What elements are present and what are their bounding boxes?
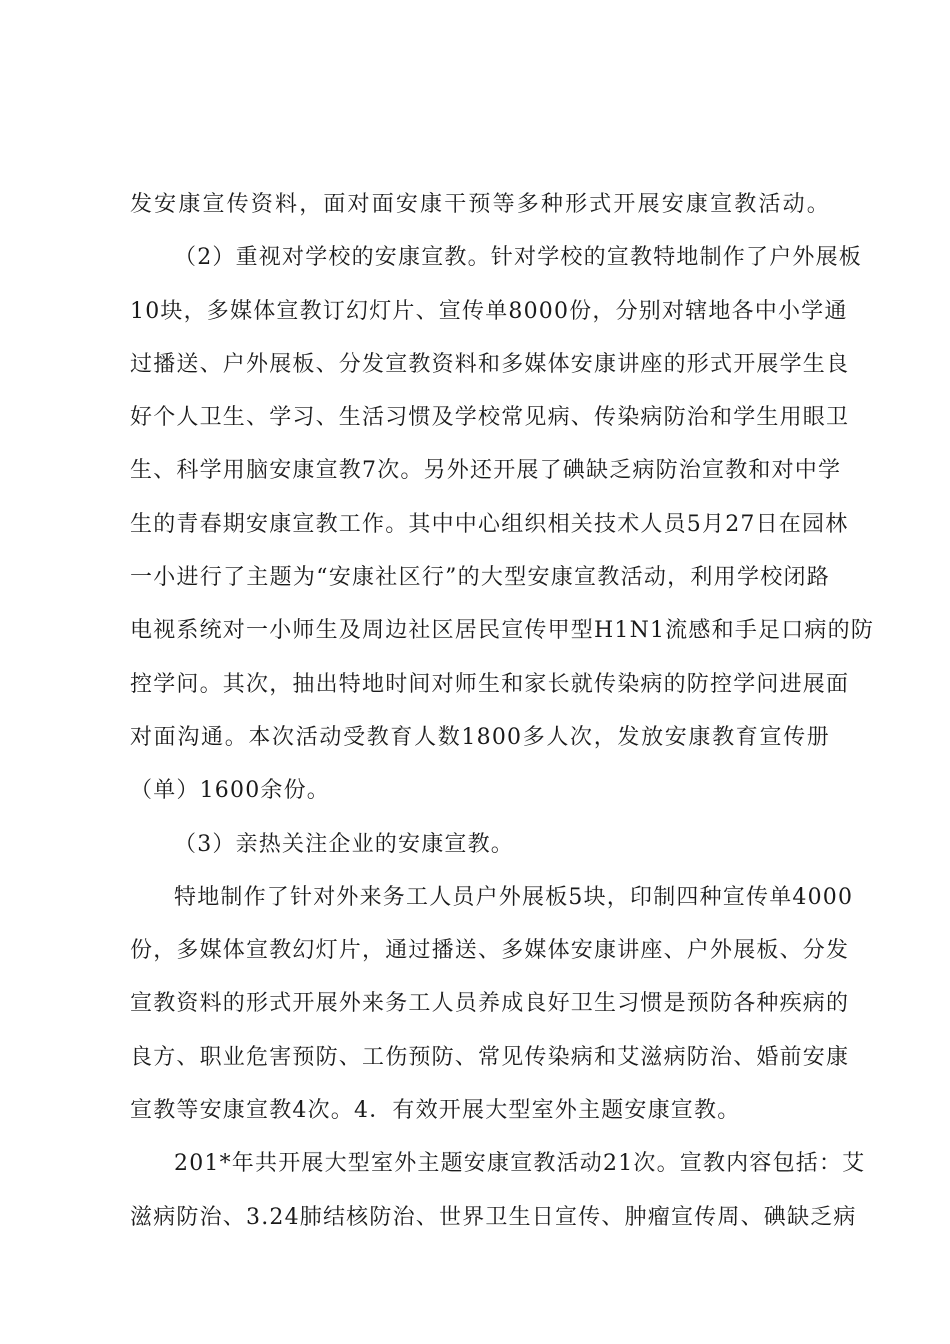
text-line: 10块，多媒体宣教订幻灯片、宣传单8000份，分别对辖地各中小学通 bbox=[130, 298, 848, 324]
text-line: 控学问。其次，抽出特地时间对师生和家长就传染病的防控学问进展面 bbox=[130, 671, 850, 697]
text-line: 宣教等安康宣教4次。4．有效开展大型室外主题安康宣教。 bbox=[130, 1098, 741, 1124]
body-text bbox=[130, 178, 875, 1244]
text-line: 生、科学用脑安康宣教7次。另外还开展了碘缺乏病防治宣教和对中学 bbox=[130, 458, 842, 484]
text-line: 对面沟通。本次活动受教育人数1800多人次，发放安康教育宣传册 bbox=[130, 724, 830, 750]
text-line: 一小进行了主题为“安康社区行”的大型安康宣教活动，利用学校闭路 bbox=[130, 565, 830, 591]
text-line: 电视系统对一小师生及周边社区居民宣传甲型H1N1流感和手足口病的防 bbox=[130, 618, 875, 644]
text-line: 滋病防治、3.24肺结核防治、世界卫生日宣传、肿瘤宣传周、碘缺乏病 bbox=[130, 1204, 857, 1230]
text-line: （2）重视对学校的安康宣教。针对学校的宣教特地制作了户外展板 bbox=[174, 245, 862, 271]
text-line: 好个人卫生、学习、生活习惯及学校常见病、传染病防治和学生用眼卫 bbox=[130, 405, 850, 431]
text-line: 过播送、户外展板、分发宣教资料和多媒体安康讲座的形式开展学生良 bbox=[130, 351, 850, 377]
text-line: 宣教资料的形式开展外来务工人员养成良好卫生习惯是预防各种疾病的 bbox=[130, 991, 850, 1017]
text-line: （3）亲热关注企业的安康宣教。 bbox=[174, 831, 514, 857]
text-line: 发安康宣传资料，面对面安康干预等多种形式开展安康宣教活动。 bbox=[130, 192, 830, 217]
text-line: 份，多媒体宣教幻灯片，通过播送、多媒体安康讲座、户外展板、分发 bbox=[130, 938, 850, 964]
text-line: 特地制作了针对外来务工人员户外展板5块，印制四种宣传单4000 bbox=[174, 884, 854, 910]
text-line: 生的青春期安康宣教工作。其中中心组织相关技术人员5月27日在园林 bbox=[130, 511, 849, 537]
text-line: （单）1600余份。 bbox=[130, 778, 330, 804]
text-line: 良方、职业危害预防、工伤预防、常见传染病和艾滋病防治、婚前安康 bbox=[130, 1044, 850, 1070]
text-line: 201*年共开展大型室外主题安康宣教活动21次。宣教内容包括：艾 bbox=[174, 1151, 866, 1177]
